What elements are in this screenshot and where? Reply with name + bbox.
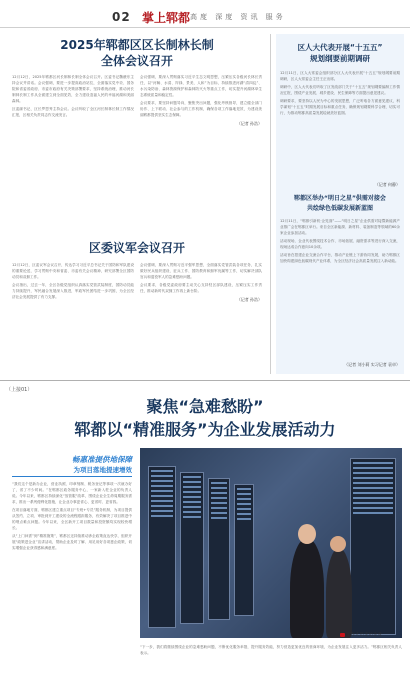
section-title: 掌上郓都	[142, 11, 191, 25]
feature-divider	[0, 380, 410, 381]
article1-title-line1: 2025年郓都区区长制林长制	[60, 38, 214, 52]
article1-byline: （记者 孙浩）	[236, 121, 262, 126]
person-figure	[290, 538, 324, 638]
article2-paragraph: 会议指出，过去一年，全区各级党组织认真落实党管武装制度，国防动员能力持续提升，军民融合发展深入推进，军政军民团结进一步巩固，为全区经济社会发展提供了有力支撑。	[12, 283, 134, 299]
page-number: 02	[112, 10, 131, 24]
article3-title-line1: 区人大代表开展“十五五”	[297, 43, 383, 52]
server-rack	[180, 472, 204, 624]
server-rack	[208, 478, 230, 620]
server-rack	[148, 466, 176, 628]
feature-title-line2: 郓都以“精准服务”为企业发展活动力	[74, 420, 336, 439]
article2-byline: （记者 孙浩）	[236, 297, 262, 302]
article4-paragraph: 12月11日，“郓都引新机·企见面”——“明日之星”企业供需对接暨新能源产业推广会在郓都区举行。来自全区新能源、新材料、装备制造等领域的60余家企业参加活动。	[280, 219, 400, 235]
person-figure	[326, 548, 352, 638]
feature-body-left	[12, 481, 132, 691]
header-divider	[0, 27, 410, 28]
article1-paragraph: 12月12日，2025年郓都区河长制林长制全体会议召开。区委书记魏薇东主持会议并讲话。会议强调，要进一步提高政治站位，全面落实党中央、国务院和省委省政府、市委市政府有关决策部署要求，坚持系统治理，推动河长制林长制工作从全面建立到全面见效，全力建设造福人民的幸福河湖和美丽森林。	[12, 75, 134, 103]
article2-paragraph: 会议要求，各级党委政府要主动关心支持驻区部队建设，压紧压实工作责任，推动新时代双拥工作再上新台阶。	[140, 283, 262, 293]
article3-body	[280, 70, 400, 180]
subhead-underline	[12, 476, 132, 477]
camera-icon	[340, 633, 345, 637]
article1-title-line2: 全体会议召开	[100, 54, 173, 68]
article2-body	[12, 262, 262, 372]
feature-body-right	[140, 644, 402, 694]
article1-body	[12, 74, 262, 238]
article2-paragraph: 12月12日，区委议军会议召开，传达学习习近平总书记关于国防和军队建设的重要论述，学习贯彻中央和省委、市委有关会议精神，研究部署全区国防动员和双拥工作。	[12, 263, 134, 279]
article2-title: 区委议军会议召开	[88, 241, 185, 255]
feature-photo	[140, 448, 402, 638]
feature-title-line1: 聚焦“急难愁盼”	[146, 397, 264, 416]
feature-paragraph: 从“上门问需”到“精准施策”，郓都区还持续推动涉企政策直达快享，组织开展“政策进企业”宣讲活动，帮助企业及时了解、用足用好各项惠企政策，切实增强企业获得感和满意度。	[12, 534, 132, 550]
article3-paragraph: 调研中，区人大代表们听取了区发改部门关于“十五五”规划纲要编制工作情况汇报，围绕产业发展、城乡建设、民生保障等方面提出意见建议。	[280, 85, 400, 95]
feature-subhead2: 为项目落地提速增效	[73, 466, 132, 474]
column-divider	[270, 34, 271, 374]
article1-paragraph: 会议要求，要坚持问题导向，聚焦突出问题，强化考核督导，建立健全部门协作、上下联动、社会参与的工作机制，确保各项工作落地见效，为建设美丽郓都提供坚实生态保障。	[140, 101, 262, 117]
person-head	[298, 524, 316, 544]
person-head	[330, 536, 346, 552]
server-rack	[234, 484, 254, 616]
article2-paragraph: 会议强调，要深入贯彻习近平强军思想，全面落实党管武装各项任务，扎实做好民兵组织建设、征兵工作、国防教育和拥军优属等工作，切实解决部队官兵和退役军人的急难愁盼问题。	[140, 263, 262, 279]
article1-paragraph: 区委副书记、区长罗思秀主持会议。会议听取了全区河长制林长制工作情况汇报，区相关负责同志作交流发言。	[12, 107, 134, 117]
article4-byline: （记者 刘小莉 实习记者 袁卓）	[344, 362, 400, 367]
photo-caption: 工作人员走访企业	[340, 632, 382, 638]
feature-paragraph: “我们这个是新办企业，营业执照、印章刻制、税务登记等事项一次就办好了，省了不少时间。”在郓都区政务服务中心，一家新入驻企业的负责人说。今年以来，郓都区持续深化“放管服”改革，围绕企业全生命周期服务需求，推出一系列便利化措施，让企业办事更省心、更省时、更省钱。	[12, 482, 132, 504]
feature-subhead1: 畅惠准提供地保障	[72, 455, 132, 464]
feature-paragraph: “下一步，我们将继续围绕企业的急难愁盼问题，不断优化服务举措，提升服务效能，努力营造更加优良的营商环境，为企业发展注入更多活力。”郓都区相关负责人表示。	[140, 645, 402, 655]
article4-title-line1: 郓都区举办“明日之星”供需对接会	[294, 195, 386, 202]
article4-title-line2: 共绘绿色低碳发展新蓝图	[306, 205, 373, 212]
article3-paragraph: 12月11日，区人大常委会组织部分区人大代表开展“十五五”规划纲要前期调研，区人大常委会主任王正出席。	[280, 71, 400, 81]
article3-title-line2: 规划纲要前期调研	[310, 54, 370, 63]
article4-paragraph: 活动现场，企业代表围绕技术合作、市场拓展、融资需求等进行深入交流，现场达成合作意向10余项。	[280, 239, 400, 249]
article3-byline: （记者 何静）	[374, 182, 400, 187]
server-cabinet	[350, 458, 396, 635]
feature-paragraph: 在项目落地方面，郓都区建立重点项目“专班+专员”服务机制，为项目提供从签约、立项、审批到开工建设的全流程跟踪服务，有效解决了项目推进中的堵点难点问题。今年以来，全区新开工项目数量和投资额均实现较快增长。	[12, 508, 132, 530]
article4-paragraph: 活动旨在搭建企业交流合作平台，推动产业链上下游协同发展，助力郓都区加快构建绿色低碳现代产业体系，为全区经济社会高质量发展注入新动能。	[280, 253, 400, 263]
section-tags: 高度 深度 资讯 服务	[190, 13, 286, 21]
article1-paragraph: 会议强调，要深入贯彻落实习近平生态文明思想，压紧压实各级河长林长责任，以“河畅、水清、岸绿、景美、人和”为目标，持续推进河湖“清四乱”、水污染防治、森林资源保护和森林防灭火等重点工作，切实提升河湖林草生态系统质量和稳定性。	[140, 75, 262, 97]
article3-paragraph: 调研要求，要坚持以人民为中心的发展思想，广泛听取各方面意见建议，科学谋划“十五五”时期发展目标和重点任务，确保规划纲要科学合理、切实可行，为推动郓都高质量发展绘就美好蓝图。	[280, 99, 400, 115]
feature-continued-tag: （上接01）	[6, 387, 33, 393]
article4-body	[280, 218, 400, 358]
